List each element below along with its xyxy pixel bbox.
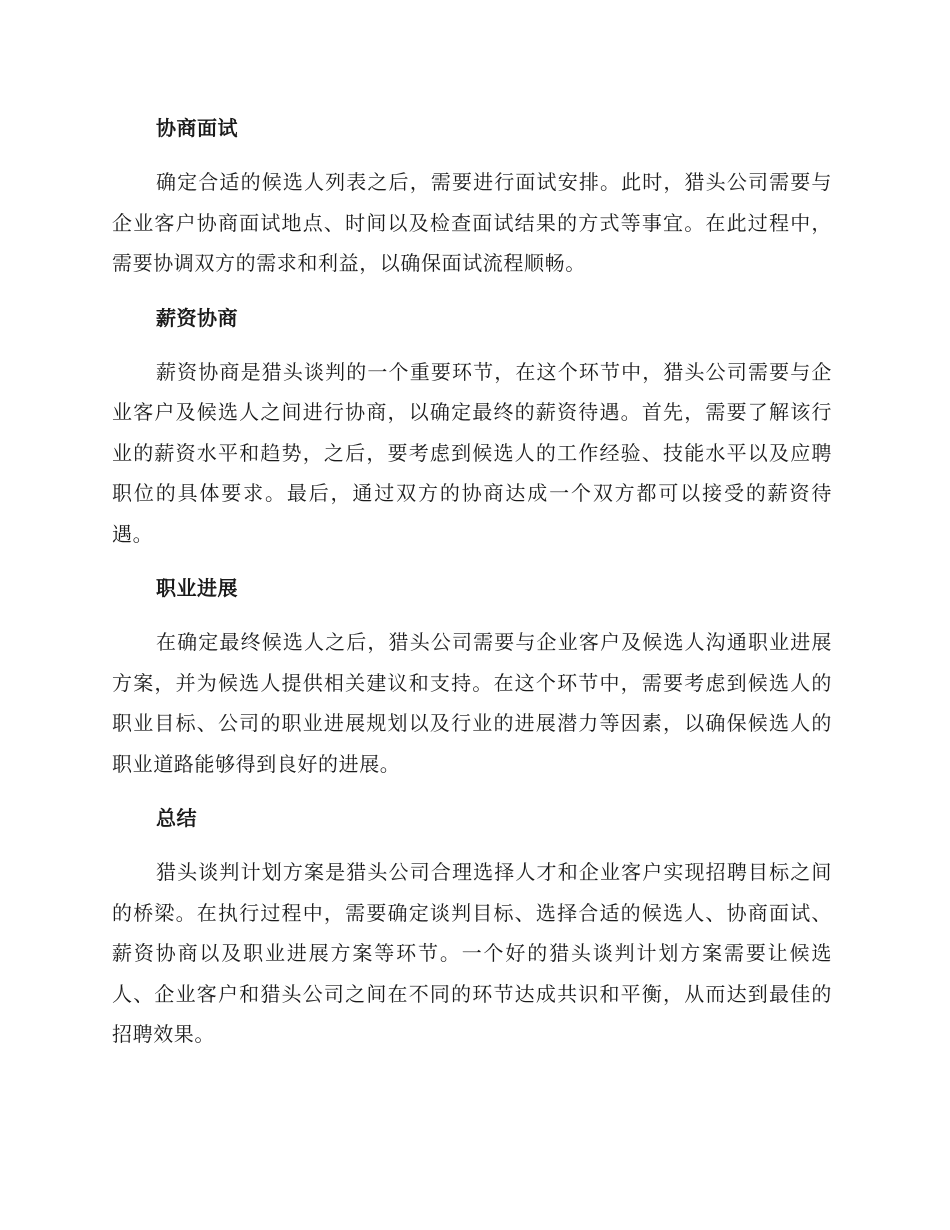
section-heading-summary: 总结 xyxy=(156,806,197,830)
section-paragraph-salary: 薪资协商是猎头谈判的一个重要环节，在这个环节中，猎头公司需要与企业客户及候选人之间进行协商，以确定最终的薪资待遇。首先，需要了解该行业的薪资水平和趋势，之后，要考虑到候选人的工作经验、技能水平以及应聘职位的具体要求。最后，通过双方的协商达成一个双方都可以接受的薪资待遇。 xyxy=(112,359,832,546)
section-paragraph-career: 在确定最终候选人之后，猎头公司需要与企业客户及候选人沟通职业进展方案，并为候选人提供相关建议和支持。在这个环节中，需要考虑到候选人的职业目标、公司的职业进展规划以及行业的进展潜力等因素，以确保候选人的职业道路能够得到良好的进展。 xyxy=(112,630,832,776)
section-paragraph-interview: 确定合适的候选人列表之后，需要进行面试安排。此时，猎头公司需要与企业客户协商面试地点、时间以及检查面试结果的方式等事宜。在此过程中，需要协调双方的需求和利益，以确保面试流程顺畅。 xyxy=(112,170,832,275)
section-heading-interview: 协商面试 xyxy=(156,116,238,140)
section-paragraph-summary: 猎头谈判计划方案是猎头公司合理选择人才和企业客户实现招聘目标之间的桥梁。在执行过程中，需要确定谈判目标、选择合适的候选人、协商面试、薪资协商以及职业进展方案等环节。一个好的猎头谈判计划方案需要让候选人、企业客户和猎头公司之间在不同的环节达成共识和平衡，从而达到最佳的招聘效果。 xyxy=(112,860,832,1046)
section-heading-career: 职业进展 xyxy=(156,576,238,600)
document-page xyxy=(112,108,832,1069)
section-heading-salary: 薪资协商 xyxy=(156,305,238,330)
